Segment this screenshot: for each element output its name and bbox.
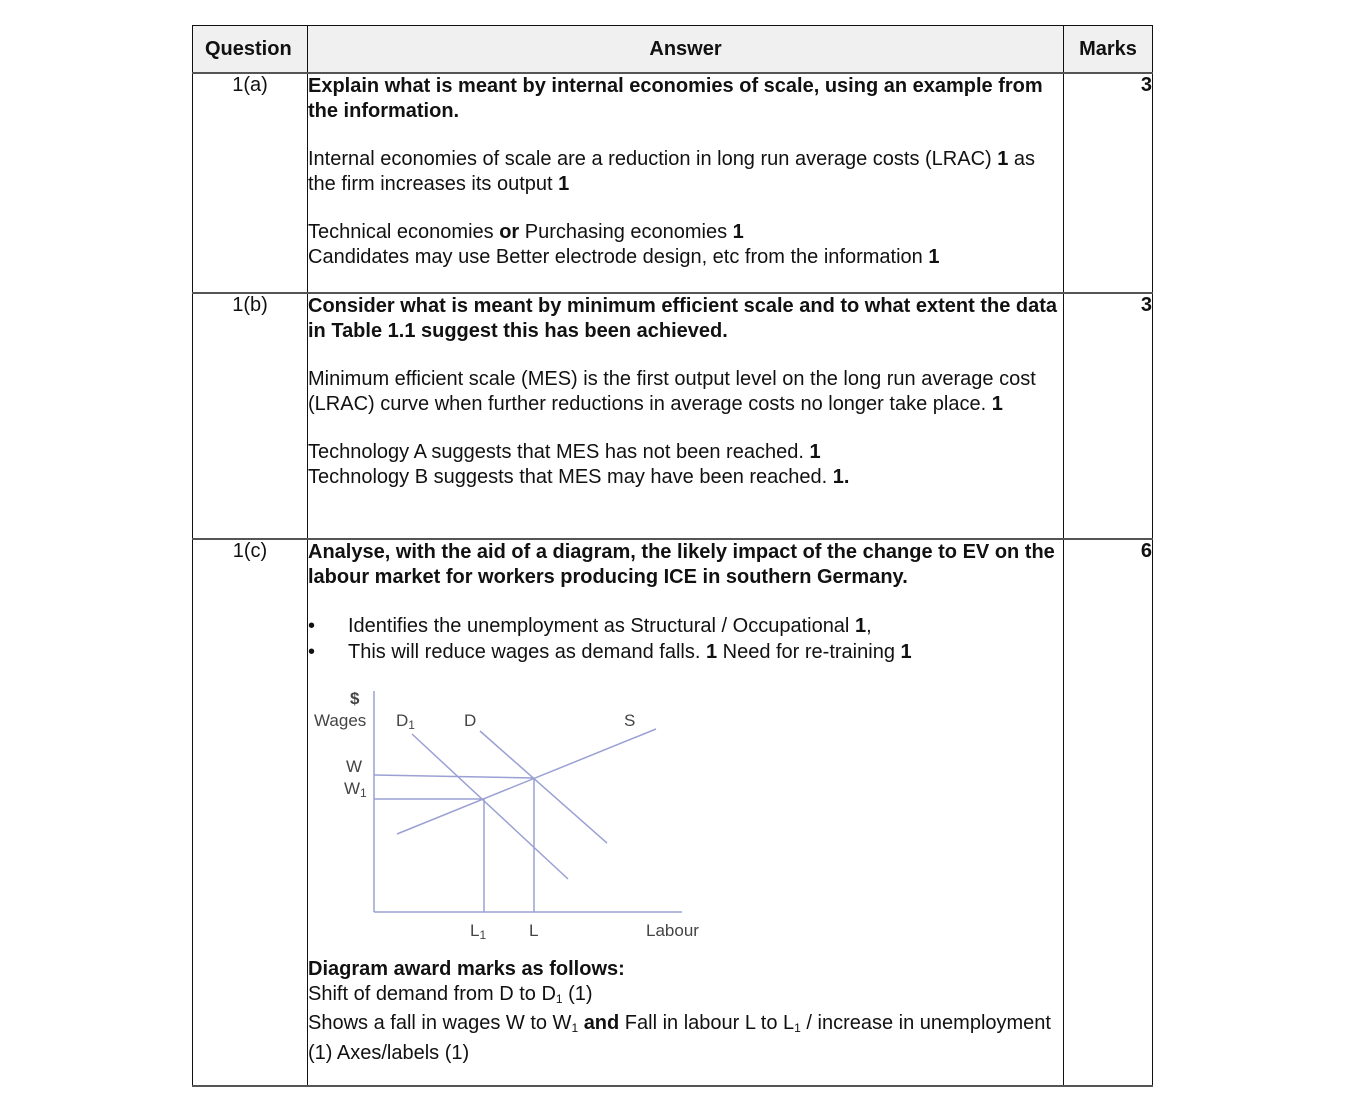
supply-curve <box>397 729 656 834</box>
d1-label <box>396 709 415 738</box>
marks-value: 6 <box>1064 539 1153 1086</box>
question-number: 1(b) <box>193 293 308 539</box>
answer-paragraph <box>308 367 1063 416</box>
answer-cell <box>308 539 1064 1086</box>
w1-label-text: W <box>344 779 361 798</box>
answer-text: Internal economies of scale are a reduction in long run average costs (LRAC) <box>308 148 998 170</box>
bullet-text: Need for re-training <box>717 641 901 663</box>
d-label: D <box>464 711 477 730</box>
x-axis-label: Labour <box>646 921 699 940</box>
answer-text: Technology B suggests that MES may have been reached. <box>308 465 833 488</box>
header-marks: Marks <box>1064 26 1153 74</box>
labour-market-diagram <box>304 679 724 949</box>
answer-text: as the firm increases its output <box>308 148 1036 195</box>
answer-text: Candidates may use Better electrode design, etc from the information <box>308 245 929 268</box>
bullet-text: This will reduce wages as demand falls. <box>348 641 706 663</box>
answer-text: Technical economies <box>308 221 500 243</box>
answer-paragraph <box>308 220 1063 245</box>
bullet-text: , <box>866 615 872 637</box>
demand-curve-d1 <box>412 734 568 879</box>
answer-text: Minimum efficient scale (MES) is the first output level on the long run average cost (LRAC) curve when further reductions in average costs no longer take place. <box>308 368 1036 415</box>
table-row <box>193 539 1153 1086</box>
subscript: 1 <box>555 991 563 1006</box>
award-text: / increase in unemployment (1) Axes/labels (1) <box>308 1012 1051 1064</box>
answer-paragraph <box>308 147 1063 196</box>
question-prompt: Explain what is meant by internal economies of scale, using an example from the information. <box>308 75 1043 122</box>
bullet-item <box>308 613 1063 639</box>
w-label: W <box>346 757 363 776</box>
mark-point: 1 <box>809 441 821 463</box>
l1-label-text: L <box>470 921 480 940</box>
mark-point: 1 <box>705 641 718 663</box>
question-prompt: Consider what is meant by minimum efficient scale and to what extent the data in Table 1.1 suggest this has been achieved. <box>308 295 1058 342</box>
demand-curve-d <box>480 731 607 843</box>
header-answer: Answer <box>308 26 1064 74</box>
header-question: Question <box>193 26 308 74</box>
table-row <box>193 73 1153 293</box>
bullet-list <box>308 613 1063 665</box>
l-label: L <box>529 921 539 940</box>
bullet-text: Identifies the unemployment as Structural / Occupational <box>348 615 855 637</box>
question-number: 1(a) <box>193 73 308 293</box>
marks-value: 3 <box>1064 293 1153 539</box>
answer-paragraph <box>308 440 1063 465</box>
y-axis-label: Wages <box>314 711 367 730</box>
mark-point: 1 <box>928 245 940 268</box>
table-row <box>193 293 1153 539</box>
answer-cell <box>308 73 1064 293</box>
question-prompt: Analyse, with the aid of a diagram, the likely impact of the change to EV on the labour market for workers producing ICE in southern Germany. <box>308 541 1055 588</box>
award-line <box>308 1011 1063 1065</box>
mark-point: 1 <box>991 392 1003 415</box>
answer-paragraph <box>308 245 1063 270</box>
diagram-svg <box>304 679 724 949</box>
emphasis-and: and <box>583 1012 620 1034</box>
d1-label-sub: 1 <box>408 718 415 732</box>
mark-point: 1 <box>854 615 867 637</box>
answer-cell <box>308 293 1064 539</box>
award-line <box>308 982 1063 1012</box>
w1-label <box>344 777 367 806</box>
award-text: Shows a fall in wages W to W <box>308 1012 572 1034</box>
bullet-item <box>308 639 1063 665</box>
mark-point: 1 <box>558 172 570 195</box>
y-unit-label: $ <box>350 689 360 708</box>
award-title: Diagram award marks as follows: <box>308 958 625 980</box>
mark-point: 1. <box>832 465 850 488</box>
wage-line-w <box>374 775 534 778</box>
d1-label-text: D <box>396 711 409 730</box>
question-number: 1(c) <box>193 539 308 1086</box>
marks-value: 3 <box>1064 73 1153 293</box>
l1-label-sub: 1 <box>479 928 487 942</box>
mark-point: 1 <box>732 221 744 243</box>
mark-point: 1 <box>900 641 912 663</box>
award-text: (1) <box>562 982 593 1005</box>
answer-text: Technology A suggests that MES has not been reached. <box>308 441 810 463</box>
subscript: 1 <box>794 1021 801 1035</box>
mark-scheme-table <box>192 25 1153 1087</box>
mark-point: 1 <box>997 148 1009 170</box>
answer-text: Purchasing economies <box>519 221 733 243</box>
s-label: S <box>624 711 636 730</box>
award-text: Shift of demand from D to D <box>308 982 556 1005</box>
w1-label-sub: 1 <box>360 786 367 800</box>
answer-paragraph <box>308 465 1063 490</box>
award-text: Fall in labour L to L <box>619 1012 795 1034</box>
header-row <box>193 26 1153 74</box>
l1-label <box>470 919 486 948</box>
subscript: 1 <box>571 1021 579 1035</box>
emphasis-or: or <box>499 221 520 243</box>
